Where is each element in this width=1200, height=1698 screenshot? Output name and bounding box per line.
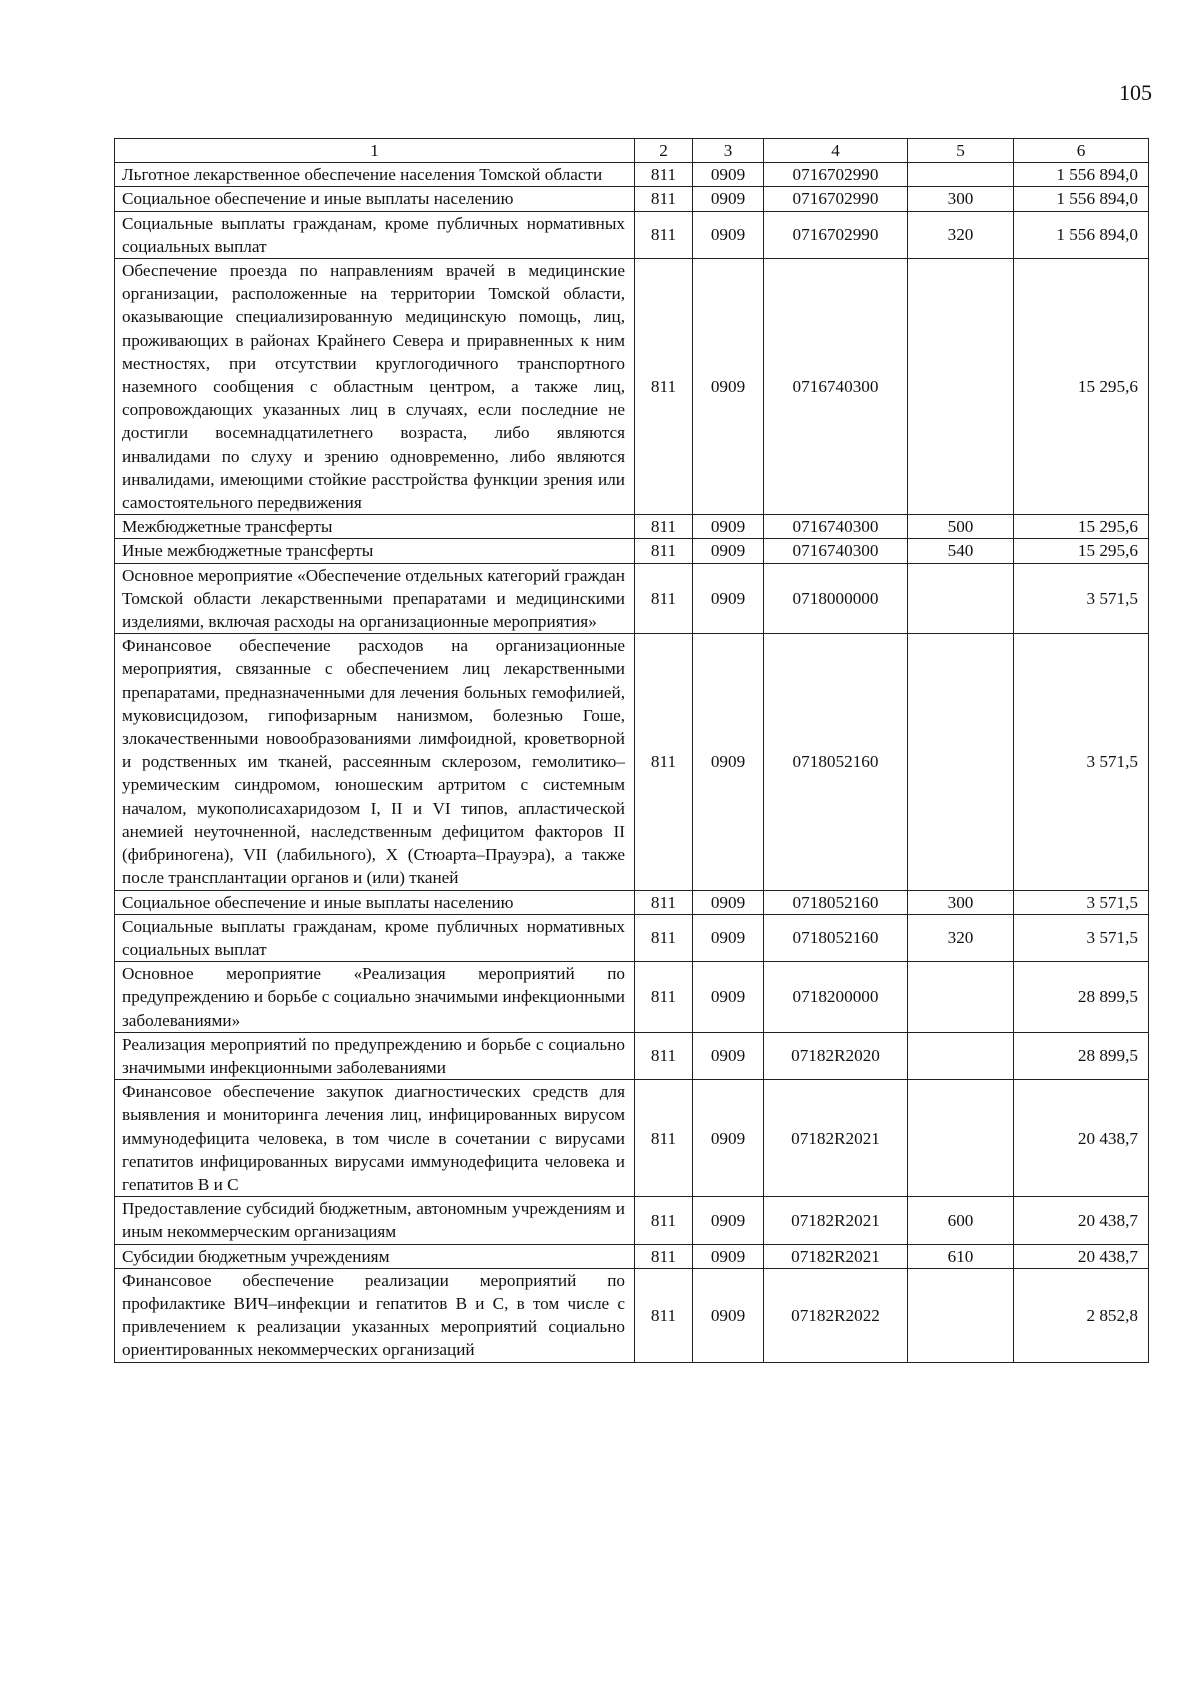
row-gr-code-cell: 811 <box>635 259 693 515</box>
row-csr-code-cell: 0718000000 <box>764 563 908 634</box>
row-rp-code-cell: 0909 <box>693 890 764 914</box>
row-rp-code-cell: 0909 <box>693 187 764 211</box>
row-amount-cell: 1 556 894,0 <box>1014 211 1149 258</box>
row-gr-code-cell: 811 <box>635 187 693 211</box>
row-name-cell: Субсидии бюджетным учреждениям <box>115 1244 635 1268</box>
row-amount-cell: 3 571,5 <box>1014 914 1149 961</box>
table-header-row <box>115 139 1149 163</box>
row-vr-code-cell: 500 <box>908 515 1014 539</box>
row-vr-code-cell: 610 <box>908 1244 1014 1268</box>
row-gr-code-cell: 811 <box>635 1268 693 1362</box>
header-col-3: 3 <box>693 139 764 163</box>
table-row <box>115 914 1149 961</box>
row-amount-cell: 20 438,7 <box>1014 1244 1149 1268</box>
row-gr-code-cell: 811 <box>635 1197 693 1244</box>
row-csr-code-cell: 0718200000 <box>764 962 908 1033</box>
row-name-cell: Основное мероприятие «Реализация мероприятий по предупреждению и борьбе с социально значимыми инфекционными заболеваниями» <box>115 962 635 1033</box>
row-amount-cell: 15 295,6 <box>1014 539 1149 563</box>
row-vr-code-cell <box>908 1268 1014 1362</box>
row-amount-cell: 20 438,7 <box>1014 1080 1149 1197</box>
row-rp-code-cell: 0909 <box>693 1032 764 1079</box>
row-vr-code-cell: 600 <box>908 1197 1014 1244</box>
table-row <box>115 259 1149 515</box>
row-vr-code-cell <box>908 962 1014 1033</box>
row-name-cell: Межбюджетные трансферты <box>115 515 635 539</box>
row-vr-code-cell <box>908 259 1014 515</box>
row-name-cell: Финансовое обеспечение реализации мероприятий по профилактике ВИЧ–инфекции и гепатитов B и C, в том числе с привлечением к реализации указанных мероприятий социально ориентированных некоммерческих организаций <box>115 1268 635 1362</box>
row-rp-code-cell: 0909 <box>693 563 764 634</box>
table-body <box>115 139 1149 1363</box>
row-name-cell: Льготное лекарственное обеспечение населения Томской области <box>115 163 635 187</box>
row-vr-code-cell <box>908 163 1014 187</box>
row-vr-code-cell: 300 <box>908 187 1014 211</box>
row-amount-cell: 2 852,8 <box>1014 1268 1149 1362</box>
row-name-cell: Финансовое обеспечение расходов на организационные мероприятия, связанные с обеспечением лиц лекарственными препаратами, предназначенными для лечения больных гемофилией, муковисцидозом, гипофизарным нанизмом, болезнью Гоше, злокачественными новообразованиями лимфоидной, кроветворной и родственных им тканей, рассеянным склерозом, гемолитико–уремическим синдромом, юношеским артритом с системным началом, мукополисахаридозом I, II и VI типов, апластической анемией неуточненной, наследственным дефицитом факторов II (фибриногена), VII (лабильного), X (Стюарта–Прауэра), а также после трансплантации органов и (или) тканей <box>115 634 635 890</box>
table-row <box>115 1268 1149 1362</box>
header-col-6: 6 <box>1014 139 1149 163</box>
table-row <box>115 634 1149 890</box>
row-gr-code-cell: 811 <box>635 890 693 914</box>
row-rp-code-cell: 0909 <box>693 962 764 1033</box>
header-col-1: 1 <box>115 139 635 163</box>
row-amount-cell: 15 295,6 <box>1014 515 1149 539</box>
table-row <box>115 515 1149 539</box>
row-rp-code-cell: 0909 <box>693 1197 764 1244</box>
row-name-cell: Реализация мероприятий по предупреждению и борьбе с социально значимыми инфекционными заболеваниями <box>115 1032 635 1079</box>
header-col-2: 2 <box>635 139 693 163</box>
table-row <box>115 1197 1149 1244</box>
row-vr-code-cell: 320 <box>908 211 1014 258</box>
row-amount-cell: 3 571,5 <box>1014 563 1149 634</box>
row-csr-code-cell: 07182R2022 <box>764 1268 908 1362</box>
row-amount-cell: 28 899,5 <box>1014 962 1149 1033</box>
row-amount-cell: 1 556 894,0 <box>1014 187 1149 211</box>
row-rp-code-cell: 0909 <box>693 1268 764 1362</box>
row-gr-code-cell: 811 <box>635 515 693 539</box>
row-gr-code-cell: 811 <box>635 1244 693 1268</box>
row-name-cell: Социальные выплаты гражданам, кроме публичных нормативных социальных выплат <box>115 211 635 258</box>
row-amount-cell: 28 899,5 <box>1014 1032 1149 1079</box>
row-rp-code-cell: 0909 <box>693 914 764 961</box>
row-amount-cell: 1 556 894,0 <box>1014 163 1149 187</box>
row-rp-code-cell: 0909 <box>693 163 764 187</box>
row-name-cell: Иные межбюджетные трансферты <box>115 539 635 563</box>
row-vr-code-cell <box>908 563 1014 634</box>
row-rp-code-cell: 0909 <box>693 1244 764 1268</box>
row-name-cell: Финансовое обеспечение закупок диагностических средств для выявления и мониторинга лечения лиц, инфицированных вирусом иммунодефицита человека, в том числе в сочетании с вирусами гепатитов инфицированных вирусами иммунодефицита человека и гепатитов B и C <box>115 1080 635 1197</box>
row-gr-code-cell: 811 <box>635 539 693 563</box>
row-gr-code-cell: 811 <box>635 563 693 634</box>
row-csr-code-cell: 07182R2021 <box>764 1244 908 1268</box>
row-amount-cell: 3 571,5 <box>1014 634 1149 890</box>
row-vr-code-cell: 540 <box>908 539 1014 563</box>
row-rp-code-cell: 0909 <box>693 259 764 515</box>
row-csr-code-cell: 0716740300 <box>764 515 908 539</box>
row-amount-cell: 3 571,5 <box>1014 890 1149 914</box>
row-gr-code-cell: 811 <box>635 962 693 1033</box>
table-row <box>115 163 1149 187</box>
table-row <box>115 211 1149 258</box>
row-gr-code-cell: 811 <box>635 634 693 890</box>
row-gr-code-cell: 811 <box>635 914 693 961</box>
row-csr-code-cell: 0718052160 <box>764 634 908 890</box>
row-vr-code-cell: 320 <box>908 914 1014 961</box>
header-col-5: 5 <box>908 139 1014 163</box>
row-csr-code-cell: 0716702990 <box>764 187 908 211</box>
table-row <box>115 563 1149 634</box>
row-csr-code-cell: 0718052160 <box>764 890 908 914</box>
row-rp-code-cell: 0909 <box>693 539 764 563</box>
row-csr-code-cell: 0716740300 <box>764 539 908 563</box>
table-row <box>115 1080 1149 1197</box>
row-gr-code-cell: 811 <box>635 1032 693 1079</box>
row-name-cell: Социальные выплаты гражданам, кроме публичных нормативных социальных выплат <box>115 914 635 961</box>
row-rp-code-cell: 0909 <box>693 515 764 539</box>
row-csr-code-cell: 0716740300 <box>764 259 908 515</box>
table-row <box>115 962 1149 1033</box>
row-vr-code-cell <box>908 1080 1014 1197</box>
row-csr-code-cell: 0716702990 <box>764 211 908 258</box>
table-row <box>115 890 1149 914</box>
row-csr-code-cell: 0718052160 <box>764 914 908 961</box>
row-amount-cell: 15 295,6 <box>1014 259 1149 515</box>
row-gr-code-cell: 811 <box>635 211 693 258</box>
row-csr-code-cell: 07182R2020 <box>764 1032 908 1079</box>
table-row <box>115 1032 1149 1079</box>
row-csr-code-cell: 07182R2021 <box>764 1197 908 1244</box>
row-csr-code-cell: 0716702990 <box>764 163 908 187</box>
row-amount-cell: 20 438,7 <box>1014 1197 1149 1244</box>
row-name-cell: Предоставление субсидий бюджетным, автономным учреждениям и иным некоммерческим организациям <box>115 1197 635 1244</box>
table-row <box>115 1244 1149 1268</box>
page-number: 105 <box>1119 80 1152 105</box>
row-csr-code-cell: 07182R2021 <box>764 1080 908 1197</box>
table-row <box>115 539 1149 563</box>
row-name-cell: Основное мероприятие «Обеспечение отдельных категорий граждан Томской области лекарственными препаратами и медицинскими изделиями, включая расходы на организационные мероприятия» <box>115 563 635 634</box>
row-name-cell: Социальное обеспечение и иные выплаты населению <box>115 187 635 211</box>
row-gr-code-cell: 811 <box>635 1080 693 1197</box>
row-vr-code-cell <box>908 1032 1014 1079</box>
row-name-cell: Социальное обеспечение и иные выплаты населению <box>115 890 635 914</box>
row-gr-code-cell: 811 <box>635 163 693 187</box>
row-rp-code-cell: 0909 <box>693 1080 764 1197</box>
row-rp-code-cell: 0909 <box>693 634 764 890</box>
row-vr-code-cell: 300 <box>908 890 1014 914</box>
table-row <box>115 187 1149 211</box>
header-col-4: 4 <box>764 139 908 163</box>
row-vr-code-cell <box>908 634 1014 890</box>
budget-table <box>114 138 1149 1363</box>
row-name-cell: Обеспечение проезда по направлениям врачей в медицинские организации, расположенные на территории Томской области, оказывающие специализированную медицинскую помощь, лиц, проживающих в районах Крайнего Севера и приравненных к ним местностях, при отсутствии круглогодичного транспортного наземного сообщения с областным центром, а также лиц, сопровождающих указанных лиц в случаях, если последние не достигли восемнадцатилетнего возраста, либо являются инвалидами по слуху и зрению одновременно, либо являются инвалидами, имеющими стойкие расстройства функции зрения или самостоятельного передвижения <box>115 259 635 515</box>
row-rp-code-cell: 0909 <box>693 211 764 258</box>
